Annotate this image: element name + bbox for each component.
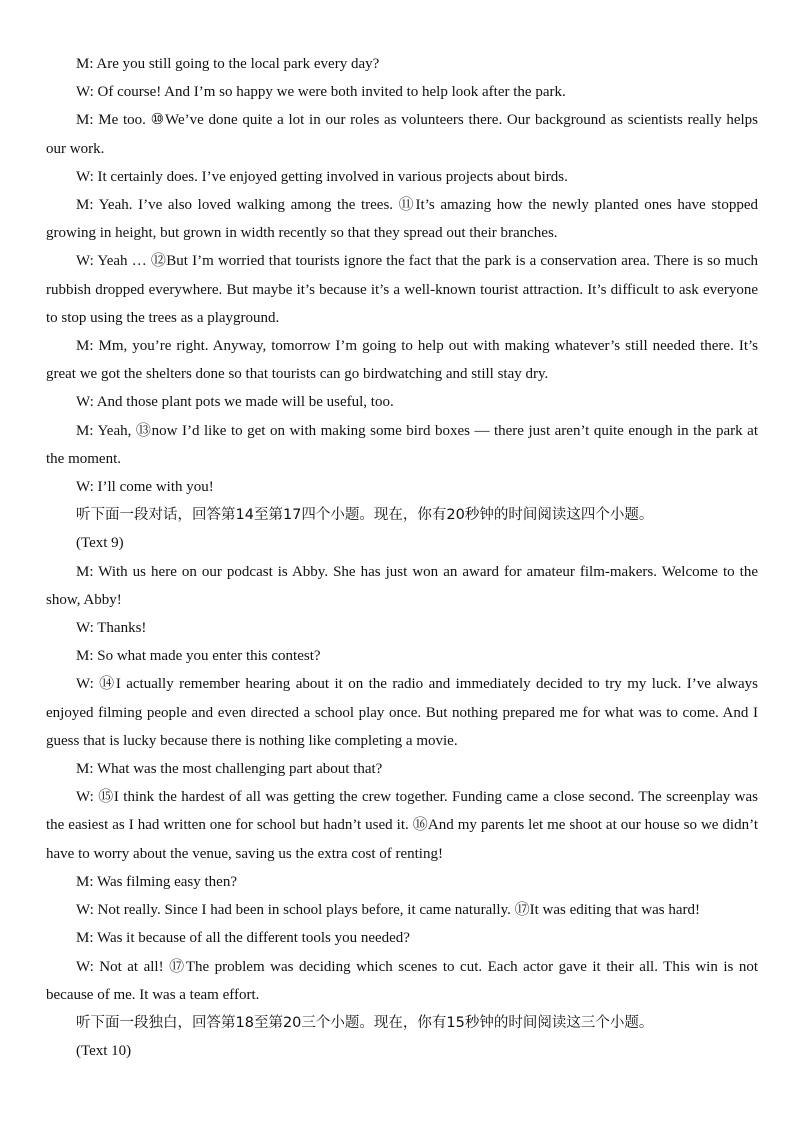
- dialogue-line: W: Not at all! ⑰The problem was deciding which scenes to cut. Each actor gave it their all. This win is not because of me. It was a team effort.: [46, 958, 758, 1003]
- dialogue-line: W: ⑮I think the hardest of all was getting the crew together. Funding came a close second. The screenplay was the easiest as I had written one for school but hadn’t used it. ⑯And my parents let me shoot at our house so we didn’t have to worry about the venue, saving us the extra cost of renting!: [46, 789, 758, 862]
- dialogue-line: W: Thanks!: [76, 620, 147, 637]
- dialogue-line: M: What was the most challenging part about that?: [76, 761, 383, 778]
- text-heading: (Text 9): [76, 535, 124, 552]
- instruction-line: 听下面一段独白，回答第18至第20三个小题。现在，你有15秒钟的时间阅读这三个小题。: [76, 1014, 654, 1031]
- text-heading: (Text 10): [76, 1043, 132, 1060]
- dialogue-line: W: ⑭I actually remember hearing about it on the radio and immediately decided to try my luck. I’ve always enjoyed filming people and even directed a school play once. But nothing prepared me for what was to come. And I guess that is lucky because there is nothing like completing a movie.: [46, 676, 758, 749]
- dialogue-line: W: And those plant pots we made will be useful, too.: [76, 394, 394, 411]
- dialogue-line: M: Yeah. I’ve also loved walking among the trees. ⑪It’s amazing how the newly planted ones have stopped growing in height, but grown in width recently so that they spread out their branches.: [46, 197, 758, 242]
- dialogue-line: W: Yeah … ⑫But I’m worried that tourists ignore the fact that the park is a conservation area. There is so much rubbish dropped everywhere. But maybe it’s because it’s a well-known tourist attraction. It’s difficult to ask everyone to stop using the trees as a playground.: [46, 253, 758, 326]
- dialogue-line: M: So what made you enter this contest?: [76, 648, 321, 665]
- dialogue-line: M: Mm, you’re right. Anyway, tomorrow I’m going to help out with making whatever’s still needed there. It’s great we got the shelters done so that tourists can go birdwatching and still stay dry.: [46, 338, 758, 383]
- document-page: [46, 50, 758, 1065]
- dialogue-line: W: I’ll come with you!: [76, 479, 214, 496]
- dialogue-line: M: Me too. ⑩We’ve done quite a lot in our roles as volunteers there. Our background as scientists really helps our work.: [46, 112, 758, 157]
- dialogue-line: M: Was filming easy then?: [76, 873, 237, 890]
- dialogue-line: M: Yeah, ⑬now I’d like to get on with making some bird boxes — there just aren’t quite enough in the park at the moment.: [46, 422, 758, 467]
- dialogue-line: W: It certainly does. I’ve enjoyed getting involved in various projects about birds.: [76, 168, 568, 185]
- dialogue-line: M: Are you still going to the local park every day?: [76, 56, 380, 72]
- dialogue-line: W: Of course! And I’m so happy we were both invited to help look after the park.: [76, 84, 566, 101]
- dialogue-line: M: Was it because of all the different tools you needed?: [76, 930, 410, 947]
- instruction-line: 听下面一段对话，回答第14至第17四个小题。现在，你有20秒钟的时间阅读这四个小题。: [76, 507, 654, 524]
- dialogue-line: M: With us here on our podcast is Abby. She has just won an award for amateur film-makers. Welcome to the show, Abby!: [46, 563, 758, 608]
- dialogue-line: W: Not really. Since I had been in school plays before, it came naturally. ⑰It was editing that was hard!: [76, 902, 700, 919]
